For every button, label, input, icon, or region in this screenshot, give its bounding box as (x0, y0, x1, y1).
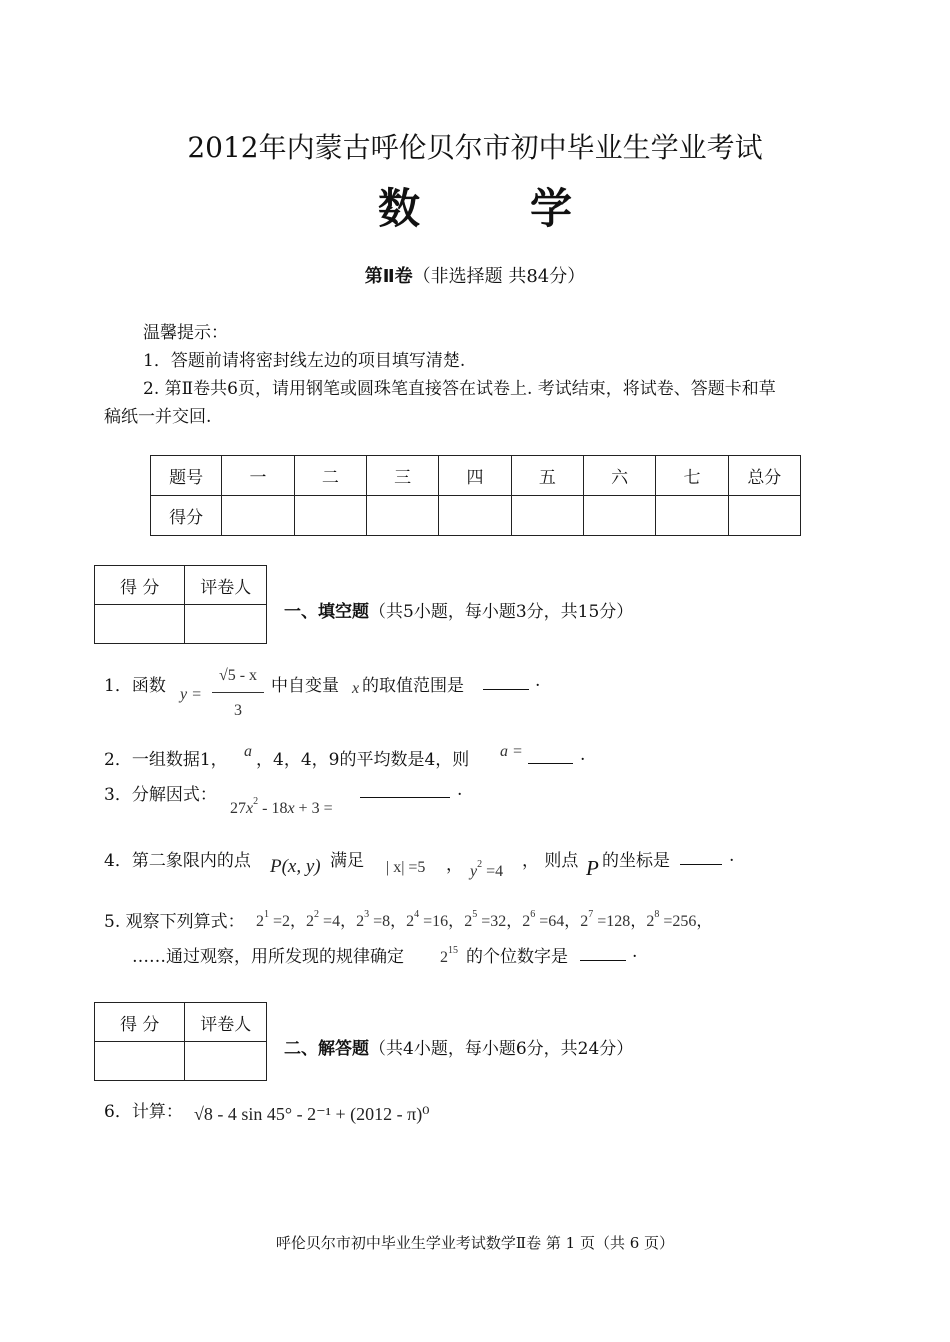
score-header-cell: 六 (583, 456, 655, 496)
q6-expression: √8 - 4 sin 45° - 2⁻¹ + (2012 - π)⁰ (194, 1104, 430, 1124)
volume-label: 第Ⅱ卷 (364, 266, 413, 287)
q4-end: . (729, 846, 735, 866)
q2-end: . (580, 745, 586, 765)
q5-item: $2^4 =16$ (406, 909, 449, 930)
grader-name-label: 评卷人 (185, 566, 267, 605)
grader-box-1 (94, 565, 267, 644)
q5-item: $2^2 =4$ (306, 909, 341, 930)
score-cell[interactable] (583, 496, 655, 536)
section-1-label: 一、填空题 (284, 602, 369, 622)
score-cell[interactable] (656, 496, 728, 536)
tip-line-1: 1．答题前请将密封线左边的项目填写清楚. (143, 351, 466, 371)
score-cell[interactable] (367, 496, 439, 536)
q3-expression (230, 796, 333, 818)
tip-line-3: 稿纸一并交回. (104, 407, 212, 427)
q2-a: a (244, 743, 252, 760)
q5-target: $2^{15}$ (440, 945, 458, 966)
q3-answer-blank[interactable] (360, 783, 450, 798)
q3-term2: - 18 (258, 800, 288, 817)
q5-item: $2^8 =256$ (646, 909, 697, 930)
score-cell[interactable] (294, 496, 366, 536)
grader-box-2 (94, 1002, 267, 1081)
score-row-label: 得分 (151, 496, 222, 536)
q2-a-eq: a = (500, 743, 523, 760)
q1-answer-blank[interactable] (483, 675, 529, 690)
q1-denominator: 3 (234, 702, 242, 719)
exam-title: 2012年内蒙古呼伦贝尔市初中毕业生学业考试 (187, 131, 763, 164)
score-table-score-row (151, 496, 801, 536)
q5-sequence: $2^1 =2$，$2^2 =4$，$2^3 =8$，$2^4 =16$，$2^5 =32$，$2^6 =64$，$2^7 =128$，$2^8 =256$， (256, 909, 713, 930)
q1-variable: x (352, 680, 360, 697)
q1-y-eq: y = (180, 686, 202, 703)
score-header-cell: 五 (511, 456, 583, 496)
q1-prefix: 1．函数 (104, 676, 166, 696)
grader-name-cell[interactable] (185, 1042, 267, 1081)
grader-name-cell[interactable] (185, 605, 267, 644)
q1-numerator: √5 - x (218, 667, 258, 684)
q4-answer-blank[interactable] (680, 850, 722, 865)
q4-cond2 (470, 859, 503, 881)
volume-heading (0, 262, 950, 288)
q4-mid2: ， 则点 (522, 851, 579, 871)
q5-line2-suffix: 的个位数字是 (466, 947, 568, 967)
q5-end: . (632, 942, 638, 962)
q3-exp: 2 (253, 796, 259, 807)
q4-y: y (470, 863, 478, 880)
section-2-heading (284, 1034, 633, 1059)
q2-prefix: 2．一组数据1， (104, 750, 228, 770)
q4-P: P (586, 856, 599, 880)
q3-term3: + 3 = (294, 800, 333, 817)
q5-item: $2^6 =64$ (522, 909, 565, 930)
score-table (150, 455, 801, 536)
q5-answer-blank[interactable] (580, 946, 626, 961)
section-1-heading (284, 597, 633, 622)
q3-coef: 27 (230, 800, 246, 817)
subject-char-1: 数 (377, 184, 420, 233)
q2-mid: ，4，4，9的平均数是4，则 (256, 750, 470, 770)
subject-title (0, 176, 950, 236)
score-header-cell: 题号 (151, 456, 222, 496)
section-2-label: 二、解答题 (284, 1039, 369, 1059)
q4-suffix: 的坐标是 (602, 851, 670, 871)
q5-item: $2^7 =128$ (580, 909, 631, 930)
subject-char-2: 学 (530, 184, 573, 233)
q5-item: $2^1 =2$ (256, 909, 291, 930)
q5-prefix: 5. 观察下列算式： (104, 912, 245, 932)
q3-x: x (246, 800, 254, 817)
q4-cond2-rest: =4 (482, 863, 504, 880)
score-header-cell: 三 (367, 456, 439, 496)
grader-score-label: 得 分 (95, 1003, 185, 1042)
q1-mid: 中自变量 (271, 676, 339, 696)
score-header-cell: 一 (222, 456, 294, 496)
q4-prefix: 4．第二象限内的点 (104, 851, 251, 871)
q2-answer-blank[interactable] (528, 749, 573, 764)
score-header-cell: 总分 (728, 456, 800, 496)
q3-prefix: 3．分解因式： (104, 785, 217, 805)
q5-line2-prefix: ……通过观察，用所发现的规律确定 (132, 947, 404, 967)
q4-point: P(x, y) (270, 856, 321, 877)
q3-end: . (457, 780, 463, 800)
score-cell[interactable] (511, 496, 583, 536)
tip-line-2: 2. 第Ⅱ卷共6页，请用钢笔或圆珠笔直接答在试卷上. 考试结束，将试卷、答题卡和草 (143, 379, 776, 399)
grader-score-cell[interactable] (95, 605, 185, 644)
q1-end: . (535, 671, 541, 691)
volume-note: （非选择题 共84分） (412, 266, 586, 287)
section-2-note: （共4小题，每小题6分，共24分） (369, 1039, 634, 1059)
grader-score-label: 得 分 (95, 566, 185, 605)
q3-x2: x (287, 800, 295, 817)
q6-prefix: 6．计算： (104, 1102, 183, 1122)
score-cell[interactable] (439, 496, 511, 536)
q5-item: $2^3 =8$ (356, 909, 391, 930)
score-table-header-row (151, 456, 801, 496)
score-cell[interactable] (222, 496, 294, 536)
q1-suffix: 的取值范围是 (362, 676, 464, 696)
section-1-note: （共5小题，每小题3分，共15分） (369, 602, 634, 622)
score-header-cell: 四 (439, 456, 511, 496)
grader-score-cell[interactable] (95, 1042, 185, 1081)
q4-cond1: | x| =5 (386, 859, 426, 876)
q1-fraction-bar (212, 692, 264, 693)
page-footer: 呼伦贝尔市初中毕业生学业考试数学Ⅱ卷 第 1 页（共 6 页） (275, 1234, 675, 1252)
score-header-cell: 二 (294, 456, 366, 496)
q4-comma: ， (446, 855, 463, 875)
tips-heading: 温馨提示： (143, 323, 228, 343)
grader-name-label: 评卷人 (185, 1003, 267, 1042)
q4-y-exp: 2 (477, 859, 483, 870)
score-header-cell: 七 (656, 456, 728, 496)
score-cell[interactable] (728, 496, 800, 536)
q4-mid1: 满足 (330, 851, 364, 871)
q5-item: $2^5 =32$ (464, 909, 507, 930)
